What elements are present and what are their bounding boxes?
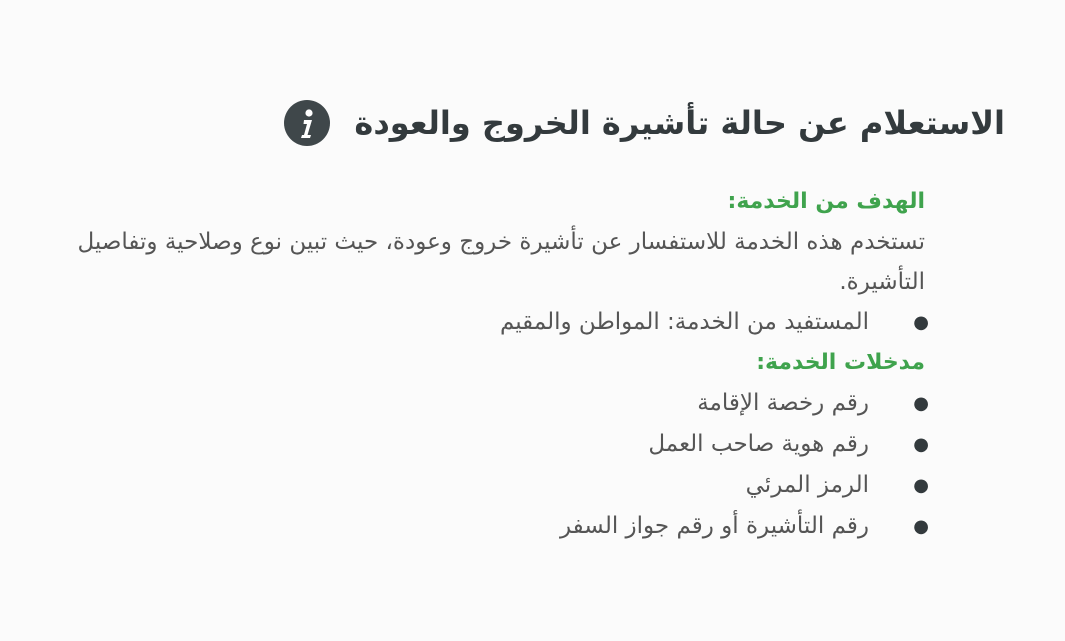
- service-details: [25, 182, 929, 547]
- beneficiary-list: [25, 302, 929, 343]
- input-item-label: الرمز المرئي: [745, 472, 869, 498]
- list-item: [25, 424, 929, 465]
- inputs-list: [25, 383, 929, 547]
- input-item-label: رقم هوية صاحب العمل: [648, 431, 869, 457]
- inputs-heading: مدخلات الخدمة:: [756, 350, 925, 375]
- list-item: [25, 302, 929, 343]
- input-item-label: رقم التأشيرة أو رقم جواز السفر: [559, 513, 869, 539]
- list-item: [25, 383, 929, 424]
- bullet-icon: ●: [913, 516, 929, 537]
- list-item: [25, 465, 929, 506]
- list-item: [25, 506, 929, 547]
- bullet-icon: ●: [913, 393, 929, 414]
- bullet-icon: ●: [913, 312, 929, 333]
- goal-description: تستخدم هذه الخدمة للاستفسار عن تأشيرة خروج وعودة، حيث تبين نوع وصلاحية وتفاصيل التأشيرة.: [77, 229, 925, 295]
- info-icon: [284, 100, 330, 146]
- service-header: [284, 100, 1005, 146]
- goal-heading: الهدف من الخدمة:: [727, 189, 925, 214]
- bullet-icon: ●: [913, 434, 929, 455]
- input-item-label: رقم رخصة الإقامة: [697, 390, 869, 416]
- page-title: الاستعلام عن حالة تأشيرة الخروج والعودة: [354, 104, 1005, 142]
- beneficiary-text: المستفيد من الخدمة: المواطن والمقيم: [499, 309, 869, 335]
- bullet-icon: ●: [913, 475, 929, 496]
